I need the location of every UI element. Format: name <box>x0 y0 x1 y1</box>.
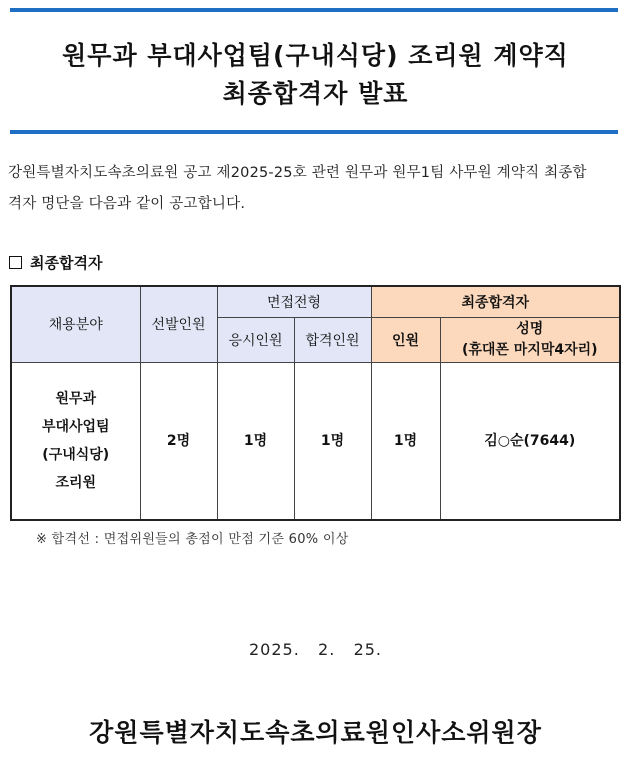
title-divider <box>10 130 618 134</box>
field-line: 조리원 <box>55 474 97 491</box>
footnote: ※ 합격선 : 면접위원들의 총점이 만점 기준 60% 이상 <box>36 532 349 547</box>
checkbox-icon <box>9 256 22 269</box>
cell-selected: 2명 <box>140 362 217 520</box>
field-line: (구내식당) <box>42 446 110 463</box>
field-line: 부대사업팀 <box>41 418 110 435</box>
header-selected: 선발인원 <box>140 286 217 362</box>
header-name-label: 성명 <box>516 320 544 337</box>
cell-name: 김○순(7644) <box>440 362 620 520</box>
cell-applicants: 1명 <box>217 362 294 520</box>
header-count: 인원 <box>371 317 440 362</box>
header-name-note: (휴대폰 마지막4자리) <box>461 341 598 358</box>
page-title-line2: 최종합격자 발표 <box>222 79 409 108</box>
header-final: 최종합격자 <box>371 286 620 317</box>
header-name <box>440 317 620 362</box>
header-field: 채용분야 <box>11 286 140 362</box>
page-title-line1: 원무과 부대사업팀(구내식당) 조리원 계약직 <box>62 41 569 70</box>
section-label: 최종합격자 <box>30 254 103 272</box>
intro-line1: 강원특별자치도속초의료원 공고 제2025-25호 관련 원무과 원무1팀 사무원 계약직 최종합 <box>8 165 587 181</box>
intro-paragraph <box>8 158 620 220</box>
table-row <box>11 362 620 520</box>
header-passed: 합격인원 <box>294 317 371 362</box>
section-heading <box>9 252 102 273</box>
cell-count: 1명 <box>371 362 440 520</box>
results-table <box>10 285 621 521</box>
header-interview: 면접전형 <box>217 286 371 317</box>
top-divider <box>10 8 618 12</box>
cell-field <box>11 362 140 520</box>
cell-passed: 1명 <box>294 362 371 520</box>
header-applicants: 응시인원 <box>217 317 294 362</box>
field-line: 원무과 <box>55 390 97 407</box>
signer: 강원특별자치도속초의료원인사소위원장 <box>89 718 542 747</box>
intro-line2: 격자 명단을 다음과 같이 공고합니다. <box>8 196 246 212</box>
announcement-date: 2025. 2. 25. <box>248 640 383 659</box>
